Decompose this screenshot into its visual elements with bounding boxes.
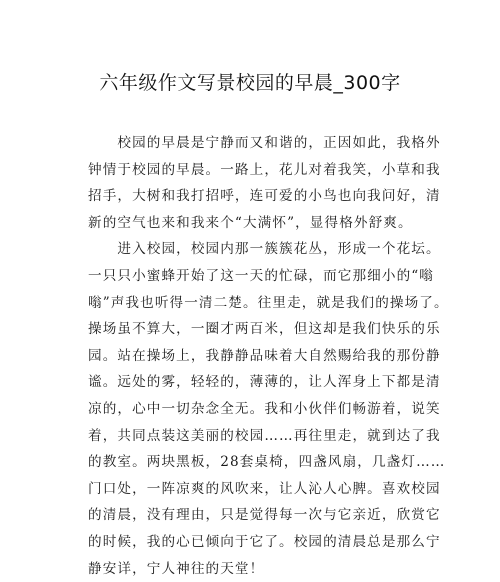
body-line: 嗡”声我也听得一清二楚。往里走，就是我们的操场了。 [88,290,428,317]
body-line: 门口处，一阵凉爽的风吹来，让人沁人心脾。喜欢校园 [88,476,428,503]
body-line: 校园的早晨是宁静而又和谐的，正因如此，我格外 [88,130,428,157]
body-line: 新的空气也来和我来个“大满怀”，显得格外舒爽。 [88,210,428,237]
body-line: 的时候，我的心已倾向于它了。校园的清晨总是那么宁 [88,529,428,556]
body-line: 的清晨，没有理由，只是觉得每一次与它亲近，欣赏它 [88,502,428,529]
body-line: 的教室。两块黑板，28套桌椅，四盏风扇，几盏灯…… [88,449,428,476]
article-title: 六年级作文写景校园的早晨_300字 [0,68,500,95]
article-body [88,130,428,582]
body-line: 操场虽不算大，一圈才两百米，但这却是我们快乐的乐 [88,316,428,343]
body-line: 静安详，宁人神往的天堂！ [88,556,428,582]
body-line: 招手，大树和我打招呼，连可爱的小鸟也向我问好，清 [88,183,428,210]
body-line: 着，共同点装这美丽的校园……再往里走，就到达了我 [88,423,428,450]
body-line: 谧。远处的雾，轻轻的，薄薄的，让人浑身上下都是清 [88,369,428,396]
body-line: 进入校园，校园内那一簇簇花丛，形成一个花坛。 [88,236,428,263]
body-line: 凉的，心中一切杂念全无。我和小伙伴们畅游着，说笑 [88,396,428,423]
body-line: 钟情于校园的早晨。一路上，花儿对着我笑，小草和我 [88,157,428,184]
body-line: 园。站在操场上，我静静品味着大自然赐给我的那份静 [88,343,428,370]
body-line: 一只只小蜜蜂开始了这一天的忙碌，而它那细小的“嗡 [88,263,428,290]
